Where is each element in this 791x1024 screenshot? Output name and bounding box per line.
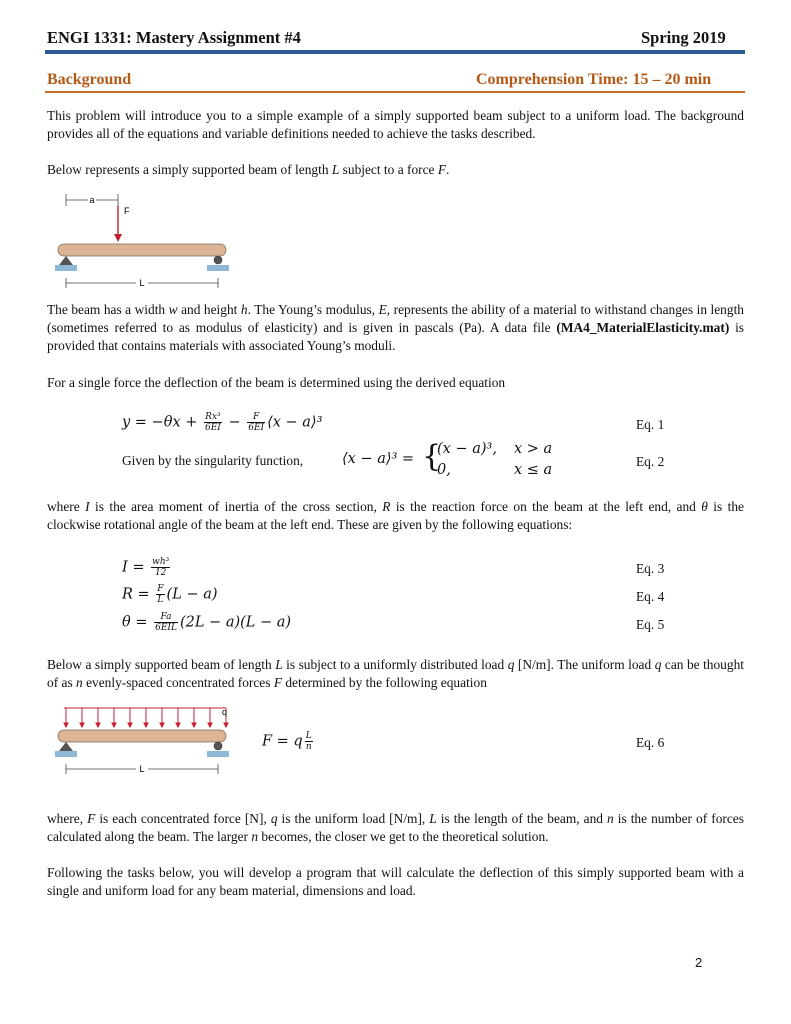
left-support-base <box>55 751 77 757</box>
definitions-paragraph: where, F is each concentrated force [N], q is the uniform load [N/m], L is the length of the beam, and n is the number of forces calculated along the beam. The larger n becomes, the closer we get to the theoretical solution. <box>47 811 744 845</box>
load-q-label: q <box>222 707 228 717</box>
beam <box>58 244 226 256</box>
dim-L-label: L <box>139 764 145 774</box>
roller-support <box>214 256 222 264</box>
eq3-label: Eq. 3 <box>636 561 665 576</box>
closing-paragraph: Following the tasks below, you will develop a program that will calculate the deflection of this simply supported beam with a single and uniform load for any beam material, dimensions and load. <box>47 865 744 899</box>
page-number: 2 <box>695 955 703 970</box>
roller-support <box>214 742 222 750</box>
dim-a-label: a <box>89 195 95 205</box>
comprehension-time: Comprehension Time: 15 – 20 min <box>476 71 712 88</box>
eq4-label: Eq. 4 <box>636 589 665 604</box>
force-arrowhead <box>114 234 122 242</box>
single-force-caption: Below represents a simply supported beam of length L subject to a force F. <box>47 162 450 177</box>
section-rule <box>45 91 745 93</box>
singularity-prefix: Given by the singularity function, <box>122 453 304 468</box>
force-F-label: F <box>124 206 130 216</box>
term-label: Spring 2019 <box>641 28 726 47</box>
equation-2-case1: (x − a)³, <box>437 441 497 457</box>
beam <box>58 730 226 742</box>
beam-single-force-figure <box>50 190 250 292</box>
right-support-base <box>207 751 229 757</box>
pin-support <box>59 742 73 751</box>
load-arrows <box>64 708 228 727</box>
eq6-label: Eq. 6 <box>636 735 665 750</box>
pin-support <box>59 256 73 265</box>
header-rule <box>45 50 745 54</box>
beam-properties-paragraph: The beam has a width w and height h. The Young’s modulus, E, represents the ability of a material to withstand changes in length (sometimes referred to as modulus of elasticity) and is given in pascals (Pa). A data file (MA4_MaterialElasticity.mat) is provided that contains materials with associated Young’s moduli. <box>47 302 745 354</box>
section-title: Background <box>47 71 132 88</box>
equation-1: y = −θx + $\frac{\text{Rx³}}{6EI}$ − $\frac{F}{6EI}$ ⟨x − a⟩³ <box>122 412 323 433</box>
equation-2-case2: 0, <box>437 462 451 478</box>
equation-2-lhs: ⟨x − a⟩³ = <box>342 451 415 467</box>
data-file-name: (MA4_MaterialElasticity.mat) <box>556 320 730 336</box>
course-title: ENGI 1331: Mastery Assignment #4 <box>47 28 301 47</box>
equation-2-cond1: x > a <box>514 441 553 457</box>
uniform-load-paragraph: Below a simply supported beam of length L is subject to a uniformly distributed load q [N/m]. The uniform load q can be thought of as n evenly-spaced concentrated forces F determined by the following equation <box>47 657 744 691</box>
left-support-base <box>55 265 77 271</box>
dim-L-label: L <box>139 278 145 288</box>
equation-3: I = $\frac{\text{wh³}}{12}$ <box>122 557 170 578</box>
equation-6: F = q $\frac{L}{n}$ <box>262 731 312 752</box>
eq5-label: Eq. 5 <box>636 617 665 632</box>
eq1-label: Eq. 1 <box>636 417 665 432</box>
brace: { <box>422 439 442 474</box>
single-force-intro: For a single force the deflection of the beam is determined using the derived equation <box>47 375 506 390</box>
equation-4: R = $\frac{F}{L}$ (L − a) <box>122 584 218 605</box>
eq2-label: Eq. 2 <box>636 454 665 469</box>
intro-paragraph: This problem will introduce you to a simple example of a simply supported beam subject to a uniform load. The background provides all of the equations and variable definitions needed to achieve the tasks described. <box>47 108 744 142</box>
right-support-base <box>207 265 229 271</box>
equation-2-cond2: x ≤ a <box>514 462 553 478</box>
variables-paragraph: where I is the area moment of inertia of the cross section, R is the reaction force on the beam at the left end, and θ is the clockwise rotational angle of the beam at the left end. These are given by the following equations: <box>47 499 744 533</box>
beam-uniform-load-figure <box>50 700 250 780</box>
equation-5: θ = $\frac{Fa}{\text{6EIL}}$ (2L − a)(L − a) <box>122 612 292 633</box>
